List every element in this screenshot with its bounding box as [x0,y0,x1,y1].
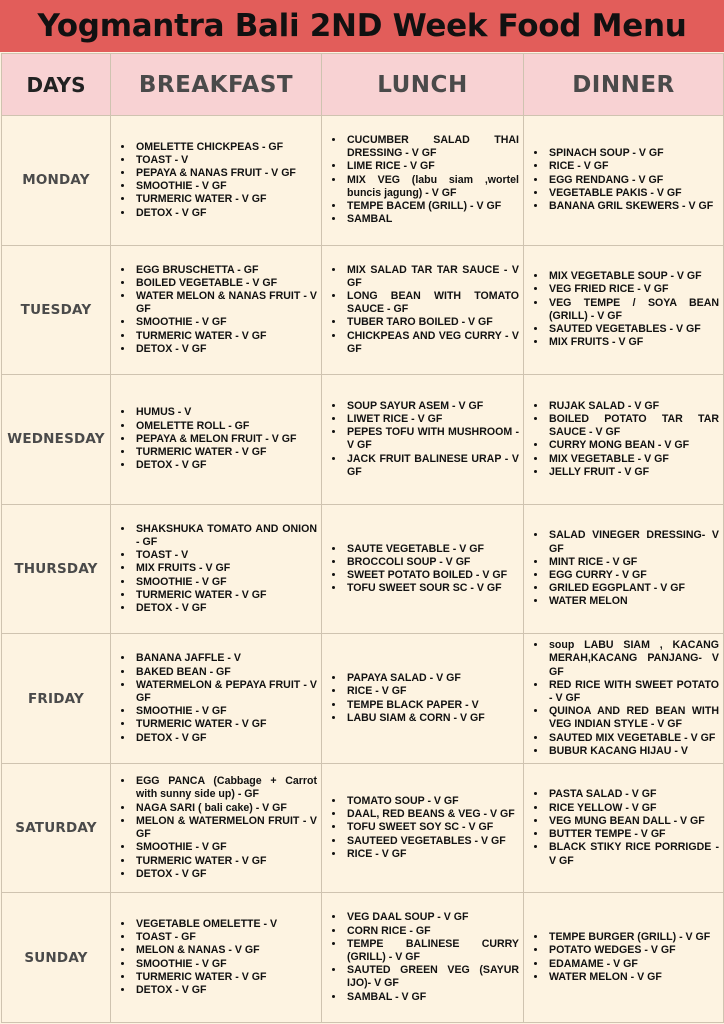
menu-item: • SMOOTHIE - V GF [134,316,317,329]
title-banner [0,0,724,52]
menu-item: • BUTTER TEMPE - V GF [547,828,719,841]
menu-item: • SMOOTHIE - V GF [134,576,317,589]
day-row [2,504,724,634]
breakfast-cell [111,634,322,764]
menu-item: • EGG RENDANG - V GF [547,174,719,187]
menu-item: • VEG TEMPE / SOYA BEAN (GRILL) - V GF [547,297,719,323]
menu-item: • DETOX - V GF [134,343,317,356]
lunch-cell [322,245,524,375]
menu-item: • MIX VEGETABLE - V GF [547,453,719,466]
menu-item: • MINT RICE - V GF [547,556,719,569]
menu-item: • TURMERIC WATER - V GF [134,718,317,731]
menu-item: • MELON & WATERMELON FRUIT - V GF [134,815,317,841]
menu-item: • DAAL, RED BEANS & VEG - V GF [345,808,519,821]
menu-item: • BOILED POTATO TAR TAR SAUCE - V GF [547,413,719,439]
page-title: Yogmantra Bali 2ND Week Food Menu [37,8,687,44]
menu-item: • SAUTE VEGETABLE - V GF [345,543,519,556]
day-name: SUNDAY [2,893,111,1023]
menu-item: • HUMUS - V [134,406,317,419]
menu-item: • NAGA SARI ( bali cake) - V GF [134,802,317,815]
dinner-cell [524,116,724,246]
menu-item: • WATER MELON - V GF [547,971,719,984]
lunch-cell [322,763,524,893]
menu-item: • SPINACH SOUP - V GF [547,147,719,160]
lunch-list [322,672,523,725]
day-name: THURSDAY [2,504,111,634]
day-name: WEDNESDAY [2,375,111,505]
menu-item: • VEG MUNG BEAN DALL - V GF [547,815,719,828]
menu-item: • SAUTED MIX VEGETABLE - V GF [547,732,719,745]
menu-item: • RICE - V GF [547,160,719,173]
menu-item: • RICE - V GF [345,848,519,861]
menu-item: • EGG CURRY - V GF [547,569,719,582]
lunch-list [322,400,523,479]
menu-item: • TEMPE BALINESE CURRY (GRILL) - V GF [345,938,519,964]
menu-item: • SAMBAL - V GF [345,991,519,1004]
menu-item: • EGG BRUSCHETTA - GF [134,264,317,277]
day-row [2,375,724,505]
breakfast-cell [111,893,322,1023]
menu-item: • EGG PANCA (Cabbage + Carrot with sunny side up) - GF [134,775,317,801]
menu-item: • MIX VEGETABLE SOUP - V GF [547,270,719,283]
dinner-list [524,270,723,349]
dinner-list [524,788,723,867]
menu-item: • CUCUMBER SALAD THAI DRESSING - V GF [345,134,519,160]
menu-item: • MIX FRUITS - V GF [134,562,317,575]
menu-item: • TURMERIC WATER - V GF [134,330,317,343]
header-row [2,54,724,116]
menu-item: • BOILED VEGETABLE - V GF [134,277,317,290]
menu-item: • VEG FRIED RICE - V GF [547,283,719,296]
menu-item: • EDAMAME - V GF [547,958,719,971]
menu-item: • TURMERIC WATER - V GF [134,446,317,459]
dinner-list [524,147,723,213]
menu-item: • LABU SIAM & CORN - V GF [345,712,519,725]
day-row [2,116,724,246]
day-name: TUESDAY [2,245,111,375]
menu-item: • PEPES TOFU WITH MUSHROOM - V GF [345,426,519,452]
lunch-cell [322,116,524,246]
menu-item: • DETOX - V GF [134,207,317,220]
menu-item: • SMOOTHIE - V GF [134,180,317,193]
dinner-cell [524,893,724,1023]
menu-item: • BUBUR KACANG HIJAU - V [547,745,719,758]
breakfast-list [111,652,321,744]
menu-item: • BROCCOLI SOUP - V GF [345,556,519,569]
menu-item: • TOMATO SOUP - V GF [345,795,519,808]
menu-item: • TURMERIC WATER - V GF [134,971,317,984]
dinner-cell [524,375,724,505]
menu-item: • soup LABU SIAM , KACANG MERAH,KACANG PANJANG- V GF [547,639,719,679]
menu-item: • JACK FRUIT BALINESE URAP - V GF [345,453,519,479]
lunch-list [322,795,523,861]
menu-item: • SAUTED VEGETABLES - V GF [547,323,719,336]
menu-item: • VEGETABLE PAKIS - V GF [547,187,719,200]
lunch-cell [322,893,524,1023]
menu-item: • SAUTEED VEGETABLES - V GF [345,835,519,848]
menu-item: • WATERMELON & PEPAYA FRUIT - V GF [134,679,317,705]
dinner-list [524,529,723,608]
menu-item: • WATER MELON [547,595,719,608]
menu-item: • SHAKSHUKA TOMATO AND ONION - GF [134,523,317,549]
breakfast-list [111,775,321,881]
menu-item: • SMOOTHIE - V GF [134,705,317,718]
breakfast-list [111,141,321,220]
dinner-cell [524,245,724,375]
menu-item: • RICE - V GF [345,685,519,698]
menu-item: • TOAST - GF [134,931,317,944]
menu-item: • MIX VEG (labu siam ,wortel buncis jagung) - V GF [345,174,519,200]
menu-item: • JELLY FRUIT - V GF [547,466,719,479]
breakfast-list [111,406,321,472]
menu-item: • DETOX - V GF [134,984,317,997]
menu-item: • CHICKPEAS AND VEG CURRY - V GF [345,330,519,356]
menu-item: • DETOX - V GF [134,459,317,472]
breakfast-cell [111,116,322,246]
menu-item: • RED RICE WITH SWEET POTATO - V GF [547,679,719,705]
header-dinner: DINNER [524,54,724,116]
menu-item: • TEMPE BLACK PAPER - V [345,699,519,712]
day-name: SATURDAY [2,763,111,893]
day-name: MONDAY [2,116,111,246]
breakfast-cell [111,375,322,505]
menu-item: • TEMPE BURGER (GRILL) - V GF [547,931,719,944]
menu-item: • CURRY MONG BEAN - V GF [547,439,719,452]
lunch-list [322,134,523,226]
breakfast-list [111,523,321,615]
day-row [2,245,724,375]
menu-item: • PASTA SALAD - V GF [547,788,719,801]
menu-item: • PEPAYA & MELON FRUIT - V GF [134,433,317,446]
menu-item: • BAKED BEAN - GF [134,666,317,679]
menu-item: • DETOX - V GF [134,732,317,745]
breakfast-list [111,264,321,356]
breakfast-cell [111,504,322,634]
breakfast-cell [111,245,322,375]
lunch-list [322,911,523,1003]
header-breakfast: BREAKFAST [111,54,322,116]
menu-item: • CORN RICE - GF [345,925,519,938]
menu-item: • TUBER TARO BOILED - V GF [345,316,519,329]
menu-item: • BANANA JAFFLE - V [134,652,317,665]
menu-item: • BLACK STIKY RICE PORRIGDE - V GF [547,841,719,867]
menu-item: • TURMERIC WATER - V GF [134,589,317,602]
menu-item: • PAPAYA SALAD - V GF [345,672,519,685]
menu-item: • QUINOA AND RED BEAN WITH VEG INDIAN STYLE - V GF [547,705,719,731]
menu-item: • MELON & NANAS - V GF [134,944,317,957]
lunch-list [322,543,523,596]
menu-item: • VEG DAAL SOUP - V GF [345,911,519,924]
menu-item: • TOAST - V [134,154,317,167]
menu-item: • SMOOTHIE - V GF [134,841,317,854]
menu-item: • TOFU SWEET SOUR SC - V GF [345,582,519,595]
lunch-cell [322,504,524,634]
day-name: FRIDAY [2,634,111,764]
dinner-cell [524,504,724,634]
menu-item: • TOFU SWEET SOY SC - V GF [345,821,519,834]
dinner-list [524,400,723,479]
menu-item: • SAUTED GREEN VEG (SAYUR IJO)- V GF [345,964,519,990]
menu-item: • TOAST - V [134,549,317,562]
menu-item: • SMOOTHIE - V GF [134,958,317,971]
menu-item: • LONG BEAN WITH TOMATO SAUCE - GF [345,290,519,316]
menu-item: • RUJAK SALAD - V GF [547,400,719,413]
menu-item: • GRILED EGGPLANT - V GF [547,582,719,595]
menu-item: • SWEET POTATO BOILED - V GF [345,569,519,582]
menu-item: • VEGETABLE OMELETTE - V [134,918,317,931]
menu-item: • DETOX - V GF [134,602,317,615]
menu-item: • PEPAYA & NANAS FRUIT - V GF [134,167,317,180]
day-row [2,634,724,764]
header-lunch: LUNCH [322,54,524,116]
dinner-cell [524,634,724,764]
lunch-cell [322,375,524,505]
menu-item: • WATER MELON & NANAS FRUIT - V GF [134,290,317,316]
menu-body [2,116,724,1023]
menu-item: • LIWET RICE - V GF [345,413,519,426]
menu-item: • OMELETTE CHICKPEAS - GF [134,141,317,154]
lunch-cell [322,634,524,764]
menu-item: • LIME RICE - V GF [345,160,519,173]
menu-item: • RICE YELLOW - V GF [547,802,719,815]
menu-item: • POTATO WEDGES - V GF [547,944,719,957]
menu-item: • MIX FRUITS - V GF [547,336,719,349]
dinner-list [524,931,723,984]
dinner-cell [524,763,724,893]
menu-item: • BANANA GRIL SKEWERS - V GF [547,200,719,213]
breakfast-cell [111,763,322,893]
dinner-list [524,639,723,758]
menu-item: • SOUP SAYUR ASEM - V GF [345,400,519,413]
food-menu-table [1,53,724,1023]
lunch-list [322,264,523,356]
menu-item: • OMELETTE ROLL - GF [134,420,317,433]
day-row [2,763,724,893]
menu-item: • MIX SALAD TAR TAR SAUCE - V GF [345,264,519,290]
day-row [2,893,724,1023]
menu-item: • SALAD VINEGER DRESSING- V GF [547,529,719,555]
menu-item: • TURMERIC WATER - V GF [134,193,317,206]
menu-item: • DETOX - V GF [134,868,317,881]
header-days: DAYS [2,54,111,116]
menu-item: • SAMBAL [345,213,519,226]
menu-item: • TEMPE BACEM (GRILL) - V GF [345,200,519,213]
menu-item: • TURMERIC WATER - V GF [134,855,317,868]
breakfast-list [111,918,321,997]
